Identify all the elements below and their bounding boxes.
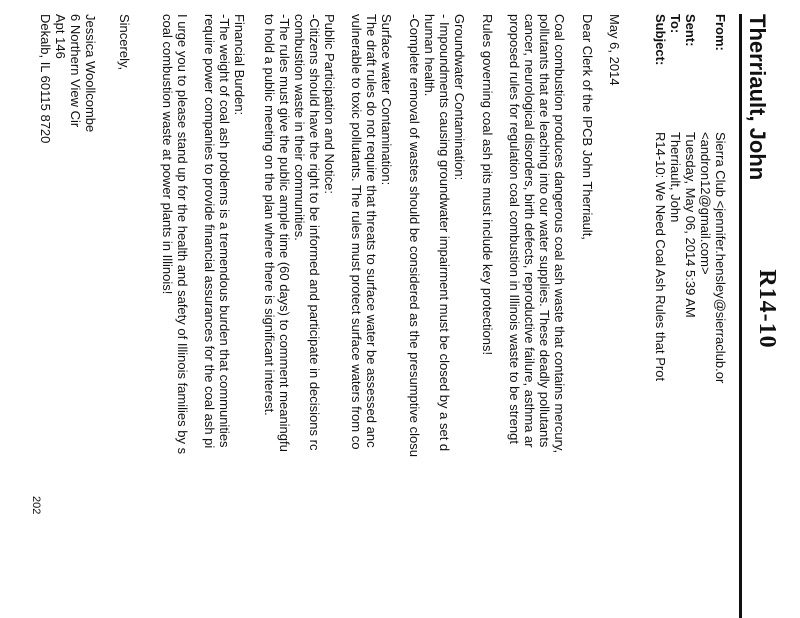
section-line: -The rules must give the public ample time (60 days) to comment meaningfu bbox=[277, 14, 292, 452]
subject-label: Subject: bbox=[653, 14, 668, 66]
header-divider bbox=[739, 14, 742, 618]
intro-line: Coal combustion produces dangerous coal ash waste that contains mercury, bbox=[552, 14, 567, 454]
to-label: To: bbox=[668, 14, 683, 34]
sent-label: Sent: bbox=[683, 14, 698, 47]
section-line: require power companies to provide financial assurances for the coal ash pi bbox=[202, 14, 217, 449]
from-value: Sierra Club <jennifer.hensley@sierraclub.or bbox=[713, 132, 728, 384]
section-heading: Groundwater Contamination: bbox=[452, 14, 467, 181]
signer-address: Apt 146 bbox=[53, 14, 68, 59]
intro-line: cancer, neurological disorders, birth defects, reproductive failure, asthma ar bbox=[522, 14, 537, 448]
intro-line: pollutants that are leaching into our water supplies. These deadly pollutants bbox=[537, 14, 552, 448]
signer-name: Jessica Woollcombe bbox=[83, 14, 98, 133]
section-heading: Financial Burden: bbox=[232, 14, 247, 116]
section-line: combustion waste in their communities. bbox=[292, 14, 307, 241]
closing-line: I urge you to please stand up for the health and safety of Illinois families by s bbox=[175, 14, 190, 455]
salutation: Dear Clerk of the IPCB John Therriault, bbox=[580, 14, 595, 240]
sender-name: Therriault, John bbox=[745, 14, 770, 181]
sent-value: Tuesday, May 06, 2014 5:39 AM bbox=[683, 132, 698, 318]
from-value-email: <andron12@gmail.com> bbox=[698, 132, 713, 275]
key-protections-line: Rules governing coal ash pits must include key protections! bbox=[480, 14, 495, 356]
section-heading: Surface water Contamination: bbox=[379, 14, 394, 186]
signer-address: 6 Northern View Cir bbox=[68, 14, 83, 128]
section-heading: Public Participation and Notice: bbox=[322, 14, 337, 194]
section-line: - Impoundments causing groundwater impairment must be closed by a set d bbox=[437, 14, 452, 452]
section-line: -The weight of coal ash problems is a tremendous burden that communities bbox=[217, 14, 232, 448]
section-line: -Citizens should have the right to be informed and participate in decisions rc bbox=[307, 14, 322, 451]
section-line: to hold a public meeting on the plan where there is significant interest. bbox=[262, 14, 277, 416]
to-value: Therriault, John bbox=[668, 132, 683, 223]
intro-line: proposed rules for regulation coal combustion in Illinois waste to be strengt bbox=[507, 14, 522, 444]
letter-date: May 6, 2014 bbox=[607, 14, 622, 86]
section-line: human health. bbox=[422, 14, 437, 97]
signer-address: Dekalb, IL 60115 8720 bbox=[38, 14, 53, 144]
docket-number: R14-10 bbox=[754, 269, 780, 349]
signoff: Sincerely, bbox=[117, 14, 132, 71]
closing-line: coal combustion waste at power plants in Illinois! bbox=[160, 14, 175, 295]
subject-value: R14-10: We Need Coal Ash Rules that Prot bbox=[653, 132, 668, 382]
page-number: 202 bbox=[30, 496, 42, 515]
section-line: -Complete removal of wastes should be considered as the presumptive closu bbox=[407, 14, 422, 457]
section-line: vulnerable to toxic pollutants. The rules must protect surface waters from co bbox=[349, 14, 364, 450]
from-label: From: bbox=[713, 14, 728, 51]
section-line: The draft rules do not require that threats to surface water be assessed anc bbox=[364, 14, 379, 448]
